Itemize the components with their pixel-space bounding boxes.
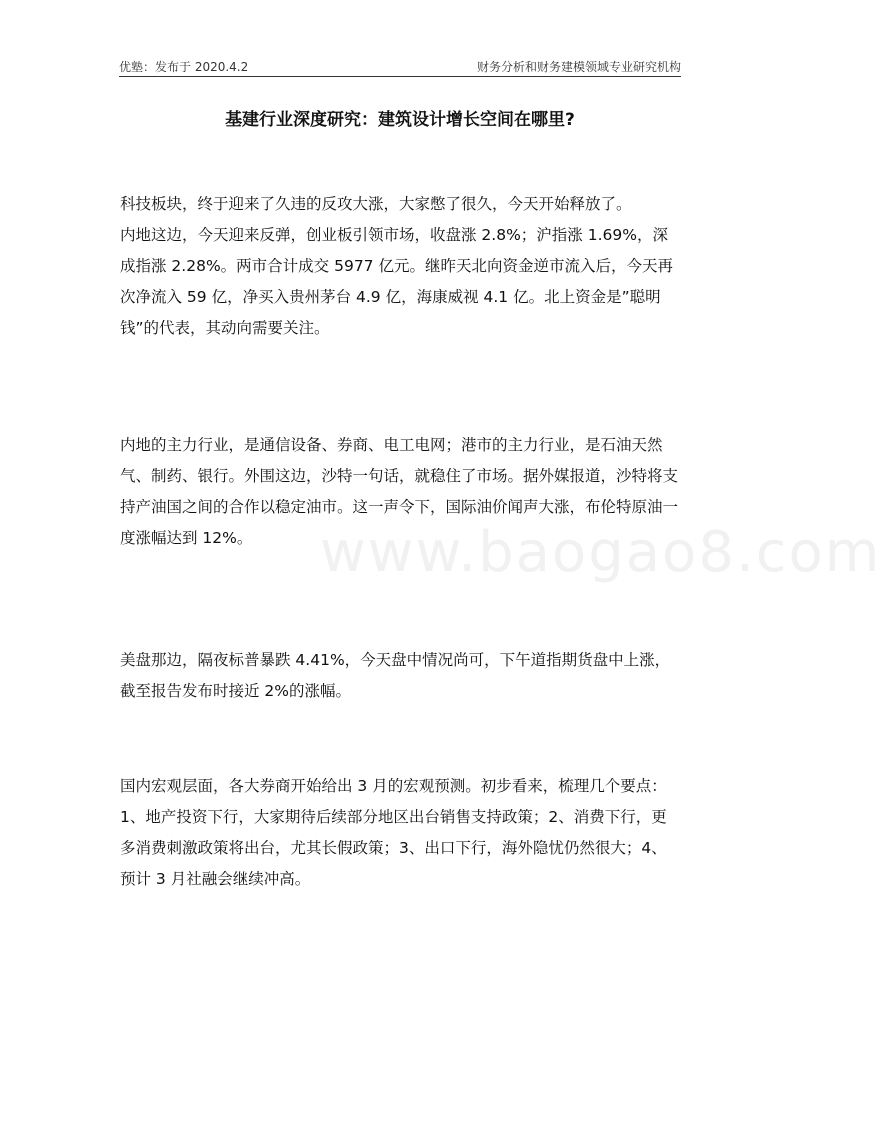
- paragraph-4: [120, 771, 682, 895]
- paragraph-4-line-2: 1、地产投资下行，大家期待后续部分地区出台销售支持政策；2、消费下行，更多消费刺激政策将出台，尤其长假政策；3、出口下行，海外隐忧仍然很大；4、预计 3 月社融会继续冲高。: [120, 808, 667, 888]
- org-tagline: 财务分析和财务建模领域专业研究机构: [476, 60, 681, 74]
- paragraph-3-text: 美盘那边，隔夜标普暴跌 4.41%，今天盘中情况尚可，下午道指期货盘中上涨，截至报告发布时接近 2%的涨幅。: [120, 651, 671, 700]
- publish-info: 优塾：发布于 2020.4.2: [119, 60, 249, 74]
- paragraph-2: [120, 430, 682, 554]
- page-header: [119, 56, 681, 77]
- watermark: www.baogao8.com: [320, 520, 881, 585]
- document-title: 基建行业深度研究：建筑设计增长空间在哪里?: [225, 110, 575, 130]
- paragraph-4-line-1: 国内宏观层面，各大券商开始给出 3 月的宏观预测。初步看来，梳理几个要点：: [120, 777, 667, 795]
- paragraph-1-line-1: 科技板块，终于迎来了久违的反攻大涨，大家憋了很久，今天开始释放了。: [120, 195, 632, 213]
- paragraph-1-line-2: 内地这边，今天迎来反弹，创业板引领市场，收盘涨 2.8%；沪指涨 1.69%，深成指涨 2.28%。两市合计成交 5977 亿元。继昨天北向资金逆市流入后，今天再次净流入 59 亿，净买入贵州茅台 4.9 亿，海康威视 4.1 亿。北上资金是”聪明钱”的代表，其动向需要关注。: [120, 226, 673, 337]
- paragraph-1: [120, 189, 682, 344]
- paragraph-3: [120, 645, 682, 707]
- paragraph-2-text: 内地的主力行业，是通信设备、券商、电工电网；港市的主力行业，是石油天然气、制药、银行。外围这边，沙特一句话，就稳住了市场。据外媒报道，沙特将支持产油国之间的合作以稳定油市。这一声令下，国际油价闻声大涨，布伦特原油一度涨幅达到 12%。: [120, 436, 679, 547]
